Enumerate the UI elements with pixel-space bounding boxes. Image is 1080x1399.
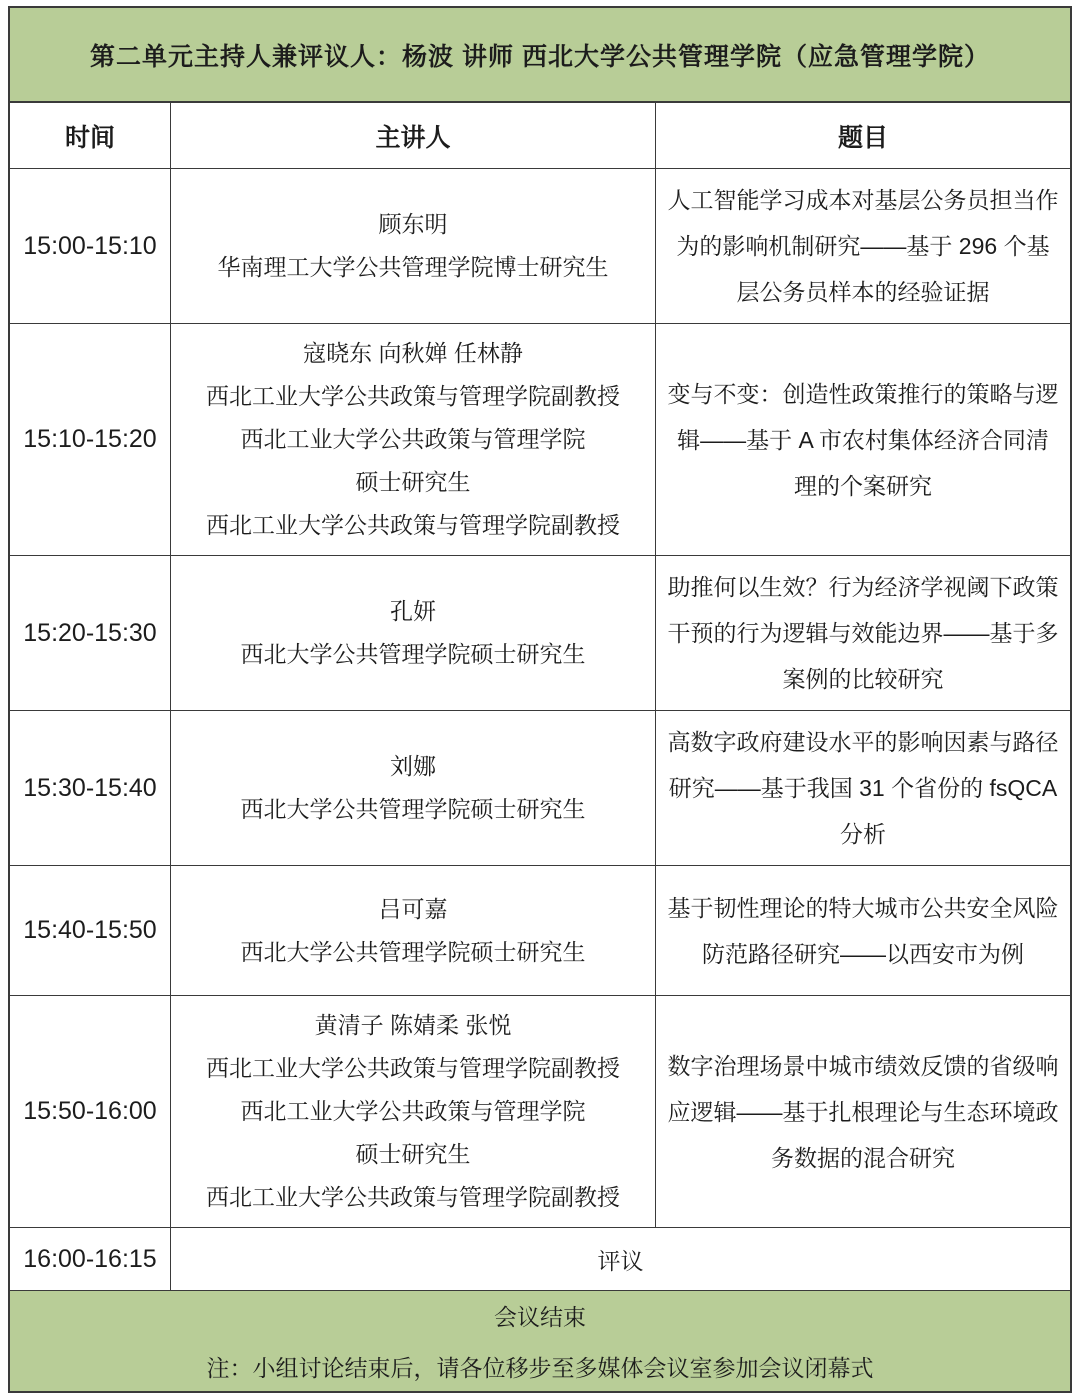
- table-body: [10, 169, 1070, 1228]
- session-speaker: [170, 324, 655, 555]
- speaker-line: 华南理工大学公共管理学院博士研究生: [217, 254, 609, 280]
- review-time: 16:00-16:15: [23, 1244, 157, 1273]
- session-row: [10, 711, 1070, 866]
- session-topic: 人工智能学习成本对基层公务员担当作为的影响机制研究——基于 296 个基层公务员样本的经验证据: [655, 169, 1070, 323]
- column-header-topic: 题目: [655, 103, 1070, 168]
- footer-note: 注：小组讨论结束后，请各位移步至多媒体会议室参加会议闭幕式: [206, 1355, 874, 1381]
- speaker-line: 西北大学公共管理学院硕士研究生: [240, 938, 586, 965]
- speaker-line: 寇晓东 向秋婵 任林静: [303, 340, 523, 366]
- session-time: 15:00-15:10: [23, 231, 157, 260]
- session-topic: 助推何以生效？行为经济学视阈下政策干预的行为逻辑与效能边界——基于多案例的比较研究: [655, 556, 1070, 710]
- speaker-line: 顾东明: [378, 211, 448, 237]
- schedule-page: [8, 6, 1072, 1393]
- session-row: [10, 996, 1070, 1228]
- speaker-line: 刘娜: [390, 753, 436, 779]
- unit-header-band: [10, 8, 1070, 103]
- session-speaker: [170, 169, 655, 323]
- speaker-line: 西北大学公共管理学院硕士研究生: [240, 796, 586, 822]
- session-row: [10, 324, 1070, 556]
- session-topic: 数字治理场景中城市绩效反馈的省级响应逻辑——基于扎根理论与生态环境政务数据的混合研究: [655, 996, 1070, 1227]
- footer-closing: 会议结束: [494, 1304, 586, 1330]
- speaker-line: 西北工业大学公共政策与管理学院: [240, 1098, 586, 1124]
- session-time: 15:30-15:40: [23, 773, 157, 802]
- speaker-line: 硕士研究生: [355, 1141, 471, 1167]
- footer-band: [10, 1291, 1070, 1391]
- schedule-table: [10, 103, 1070, 1291]
- column-header-time: 时间: [64, 123, 115, 152]
- session-time: 15:20-15:30: [23, 618, 157, 647]
- session-topic: 基于韧性理论的特大城市公共安全风险防范路径研究——以西安市为例: [655, 866, 1070, 995]
- speaker-line: 西北大学公共管理学院硕士研究生: [240, 641, 586, 667]
- session-time: 15:50-16:00: [23, 1097, 157, 1125]
- speaker-line: 吕可嘉: [378, 895, 448, 922]
- speaker-line: 西北工业大学公共政策与管理学院副教授: [206, 1055, 620, 1081]
- session-speaker: [170, 556, 655, 710]
- review-label: 评议: [170, 1228, 1070, 1290]
- speaker-line: 西北工业大学公共政策与管理学院: [240, 426, 586, 452]
- session-topic: 变与不变：创造性政策推行的策略与逻辑——基于 A 市农村集体经济合同清理的个案研究: [655, 324, 1070, 555]
- unit-title: 第二单元主持人兼评议人：杨波 讲师 西北大学公共管理学院（应急管理学院）: [90, 42, 990, 71]
- review-row: [10, 1228, 1070, 1291]
- session-topic: 高数字政府建设水平的影响因素与路径研究——基于我国 31 个省份的 fsQCA 分析: [655, 711, 1070, 865]
- session-time: 15:10-15:20: [23, 425, 157, 453]
- session-row: [10, 556, 1070, 711]
- table-header-row: [10, 103, 1070, 169]
- speaker-line: 孔妍: [390, 598, 436, 624]
- speaker-line: 西北工业大学公共政策与管理学院副教授: [206, 1184, 620, 1210]
- session-speaker: [170, 711, 655, 865]
- speaker-line: 西北工业大学公共政策与管理学院副教授: [206, 512, 620, 538]
- session-speaker: [170, 996, 655, 1227]
- session-row: [10, 866, 1070, 996]
- speaker-line: 硕士研究生: [355, 469, 471, 495]
- session-time: 15:40-15:50: [23, 916, 157, 944]
- column-header-speaker: 主讲人: [170, 103, 655, 168]
- speaker-line: 黄清子 陈婧柔 张悦: [314, 1012, 512, 1038]
- session-speaker: [170, 866, 655, 995]
- session-row: [10, 169, 1070, 324]
- speaker-line: 西北工业大学公共政策与管理学院副教授: [206, 383, 620, 409]
